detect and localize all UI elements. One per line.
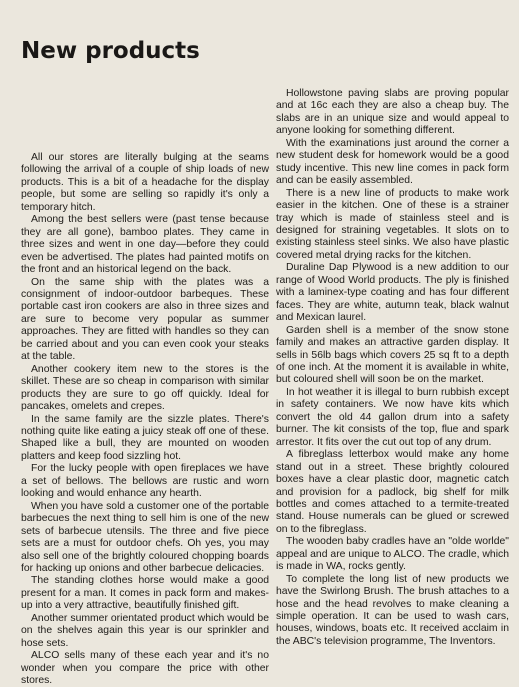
paragraph: There is a new line of products to make work easier in the kitchen. One of these is a strainer tray which is made of stainless steel and is designed for straining vegetables. It slots on to existing stainless steel sinks. We also have plastic covered metal drying racks for the kitchen. xyxy=(276,187,509,261)
paragraph: For the lucky people with open fireplaces we have a set of bellows. The bellows are rustic and worn looking and would enhance any hearth. xyxy=(21,463,269,500)
paragraph: Among the best sellers were (past tense because they are all gone), bamboo plates. They came in three sizes and went in one day—before they could even be advertised. The plates had painted motifs on the front and an historical legend on the back. xyxy=(21,214,269,276)
paragraph: Duraline Dap Plywood is a new addition to our range of Wood World products. The ply is finished with a laminex-type coating and has four different faces. They are white, autumn teak, black walnut and Mexican laurel. xyxy=(276,262,509,324)
paragraph: ALCO sells many of these each year and it's no wonder when you compare the price with other stores. xyxy=(21,650,269,687)
paragraph: The standing clothes horse would make a good present for a man. It comes in pack form and makes-up into a very attractive, beautifully finished gift. xyxy=(21,575,269,612)
paragraph: Another summer orientated product which would be on the shelves again this year is our sprinkler and hose sets. xyxy=(21,612,269,649)
paragraph: In the same family are the sizzle plates. There's nothing quite like eating a juicy steak off one of these. Shaped like a bull, they are mounted on wooden platters and keep food sizzling hot. xyxy=(21,413,269,462)
paragraph: In hot weather it is illegal to burn rubbish except in safety containers. We now have kits which convert the old 44 gallon drum into a safety burner. The kit consists of the top, flue and spark arrestor. It fits over the cut out top of any drum. xyxy=(276,386,509,448)
paragraph: All our stores are literally bulging at the seams following the arrival of a couple of ship loads of new products. This is a bit of a headache for the display people, but some are selling so rapidly it's only a temporary hitch. xyxy=(21,152,269,213)
paragraph: The wooden baby cradles have an "olde worlde" appeal and are unique to ALCO. The cradle, which is made in WA, rocks gently. xyxy=(276,536,509,573)
paragraph: When you have sold a customer one of the portable barbecues the next thing to sell him is one of the new sets of barbecue utensils. The three and five piece sets are a must for outdoor chefs. Oh yes, you may also sell one of the brightly coloured chopping boards for hacking up onions and other barbecue delicacies. xyxy=(21,500,269,574)
right-column xyxy=(276,88,509,653)
page-title: New products xyxy=(21,38,200,64)
paragraph: To complete the long list of new products we have the Swirlong Brush. The brush attaches to a hose and the head revolves to make cleaning a simple operation. It can be used to wash cars, houses, windows, boats etc. It received acclaim in the ABC's television programme, The Inventors. xyxy=(276,573,509,647)
paragraph: Hollowstone paving slabs are proving popular and at 16c each they are also a cheap buy. The slabs are in an unique size and would appeal to anyone looking for something different. xyxy=(276,88,509,137)
paragraph: With the examinations just around the corner a new student desk for homework would be a good study incentive. This new line comes in pack form and can be easily assembled. xyxy=(276,137,509,187)
left-column xyxy=(21,152,269,687)
paragraph: Another cookery item new to the stores is the skillet. These are so cheap in comparison with similar products they are sure to go off quickly. Ideal for pancakes, omelets and crepes. xyxy=(21,363,269,413)
paragraph: A fibreglass letterbox would make any home stand out in a street. These brightly coloured boxes have a clear plastic door, magnetic catch and provision for a padlock, big shelf for milk bottles and comes attached to a termite-treated stand. House numerals can be glued or screwed on to the fibreglass. xyxy=(276,449,509,535)
paragraph: On the same ship with the plates was a consignment of indoor-outdoor barbeques. These portable cast iron cookers are also in three sizes and are sure to become very popular as summer approaches. They are fitted with handles so they can be carried about and you can even cook your steaks at the table. xyxy=(21,276,269,363)
paragraph: Garden shell is a member of the snow stone family and makes an attractive garden display. It sells in 56lb bags which covers 25 sq ft to a depth of one inch. At the moment it is available in white, but coloured shell will soon be on the market. xyxy=(276,324,509,386)
